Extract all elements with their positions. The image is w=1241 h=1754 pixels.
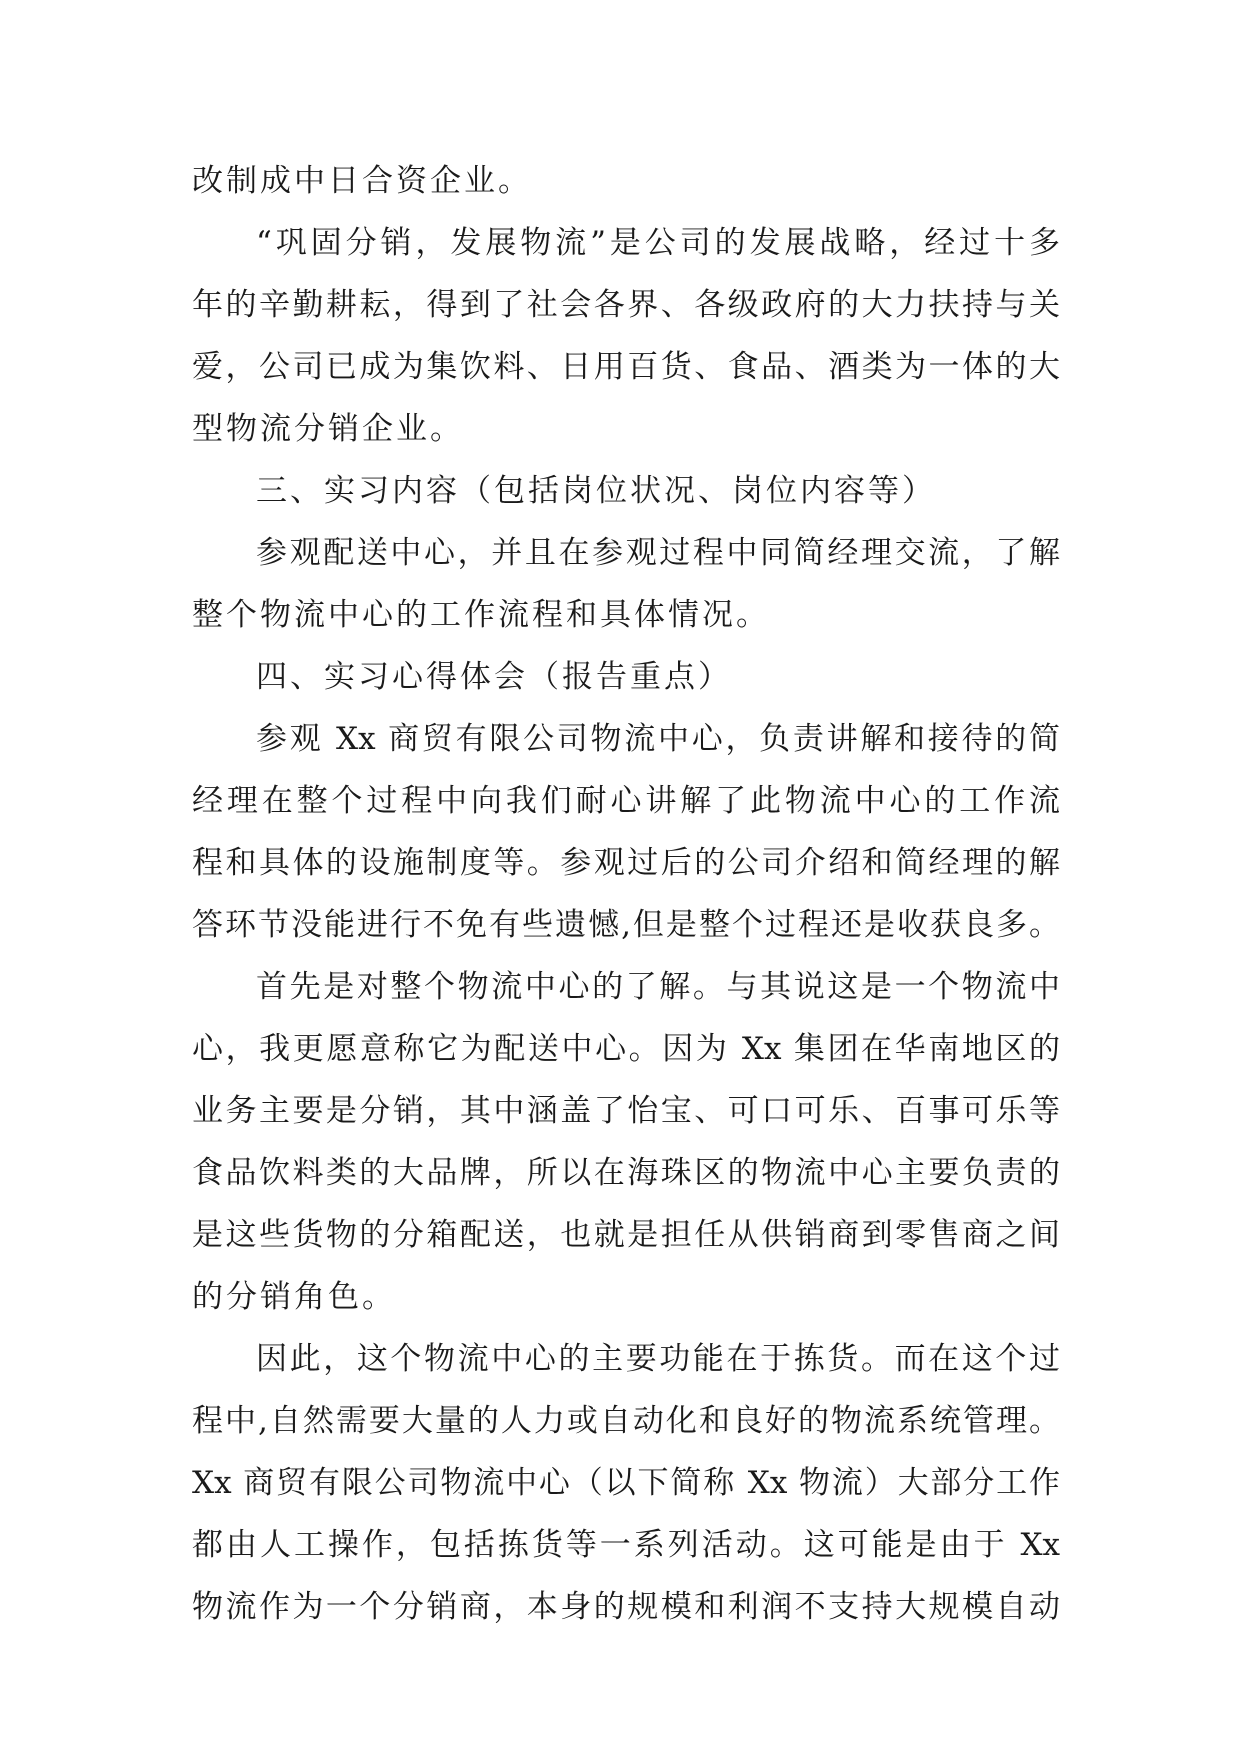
text-line: 程和具体的设施制度等。参观过后的公司介绍和简经理的解 bbox=[192, 845, 1060, 881]
text-line: 参观配送中心，并且在参观过程中同简经理交流，了解 bbox=[256, 535, 1060, 571]
document-body bbox=[192, 150, 1060, 1638]
section-heading: 四、实习心得体会（报告重点） bbox=[256, 659, 732, 695]
text-line: 爱，公司已成为集饮料、日用百货、食品、酒类为一体的大 bbox=[192, 349, 1060, 385]
text-line: 参观 Xx 商贸有限公司物流中心，负责讲解和接待的简 bbox=[256, 721, 1060, 757]
text-line: “巩固分销，发展物流”是公司的发展战略，经过十多 bbox=[256, 225, 1060, 261]
text-line: 是这些货物的分箱配送，也就是担任从供销商到零售商之间 bbox=[192, 1217, 1060, 1253]
text-line: 年的辛勤耕耘，得到了社会各界、各级政府的大力扶持与关 bbox=[192, 287, 1060, 323]
text-line: 业务主要是分销，其中涵盖了怡宝、可口可乐、百事可乐等 bbox=[192, 1093, 1060, 1129]
text-line: 程中,自然需要大量的人力或自动化和良好的物流系统管理。 bbox=[192, 1403, 1060, 1439]
text-line: 心，我更愿意称它为配送中心。因为 Xx 集团在华南地区的 bbox=[192, 1031, 1060, 1067]
text-line: 答环节没能进行不免有些遗憾,但是整个过程还是收获良多。 bbox=[192, 907, 1060, 943]
text-line: 首先是对整个物流中心的了解。与其说这是一个物流中 bbox=[256, 969, 1060, 1005]
text-line: 整个物流中心的工作流程和具体情况。 bbox=[192, 597, 770, 633]
text-line: 经理在整个过程中向我们耐心讲解了此物流中心的工作流 bbox=[192, 783, 1060, 819]
text-line: 物流作为一个分销商，本身的规模和利润不支持大规模自动 bbox=[192, 1589, 1060, 1625]
text-line: 型物流分销企业。 bbox=[192, 411, 464, 447]
text-line: 改制成中日合资企业。 bbox=[192, 163, 532, 199]
text-line: 食品饮料类的大品牌，所以在海珠区的物流中心主要负责的 bbox=[192, 1155, 1060, 1191]
text-line: 的分销角色。 bbox=[192, 1279, 396, 1315]
text-line: Xx 商贸有限公司物流中心（以下简称 Xx 物流）大部分工作 bbox=[192, 1465, 1060, 1501]
text-line: 因此，这个物流中心的主要功能在于拣货。而在这个过 bbox=[256, 1341, 1060, 1377]
section-heading: 三、实习内容（包括岗位状况、岗位内容等） bbox=[256, 473, 936, 509]
text-line: 都由人工操作，包括拣货等一系列活动。这可能是由于 Xx bbox=[192, 1527, 1060, 1563]
